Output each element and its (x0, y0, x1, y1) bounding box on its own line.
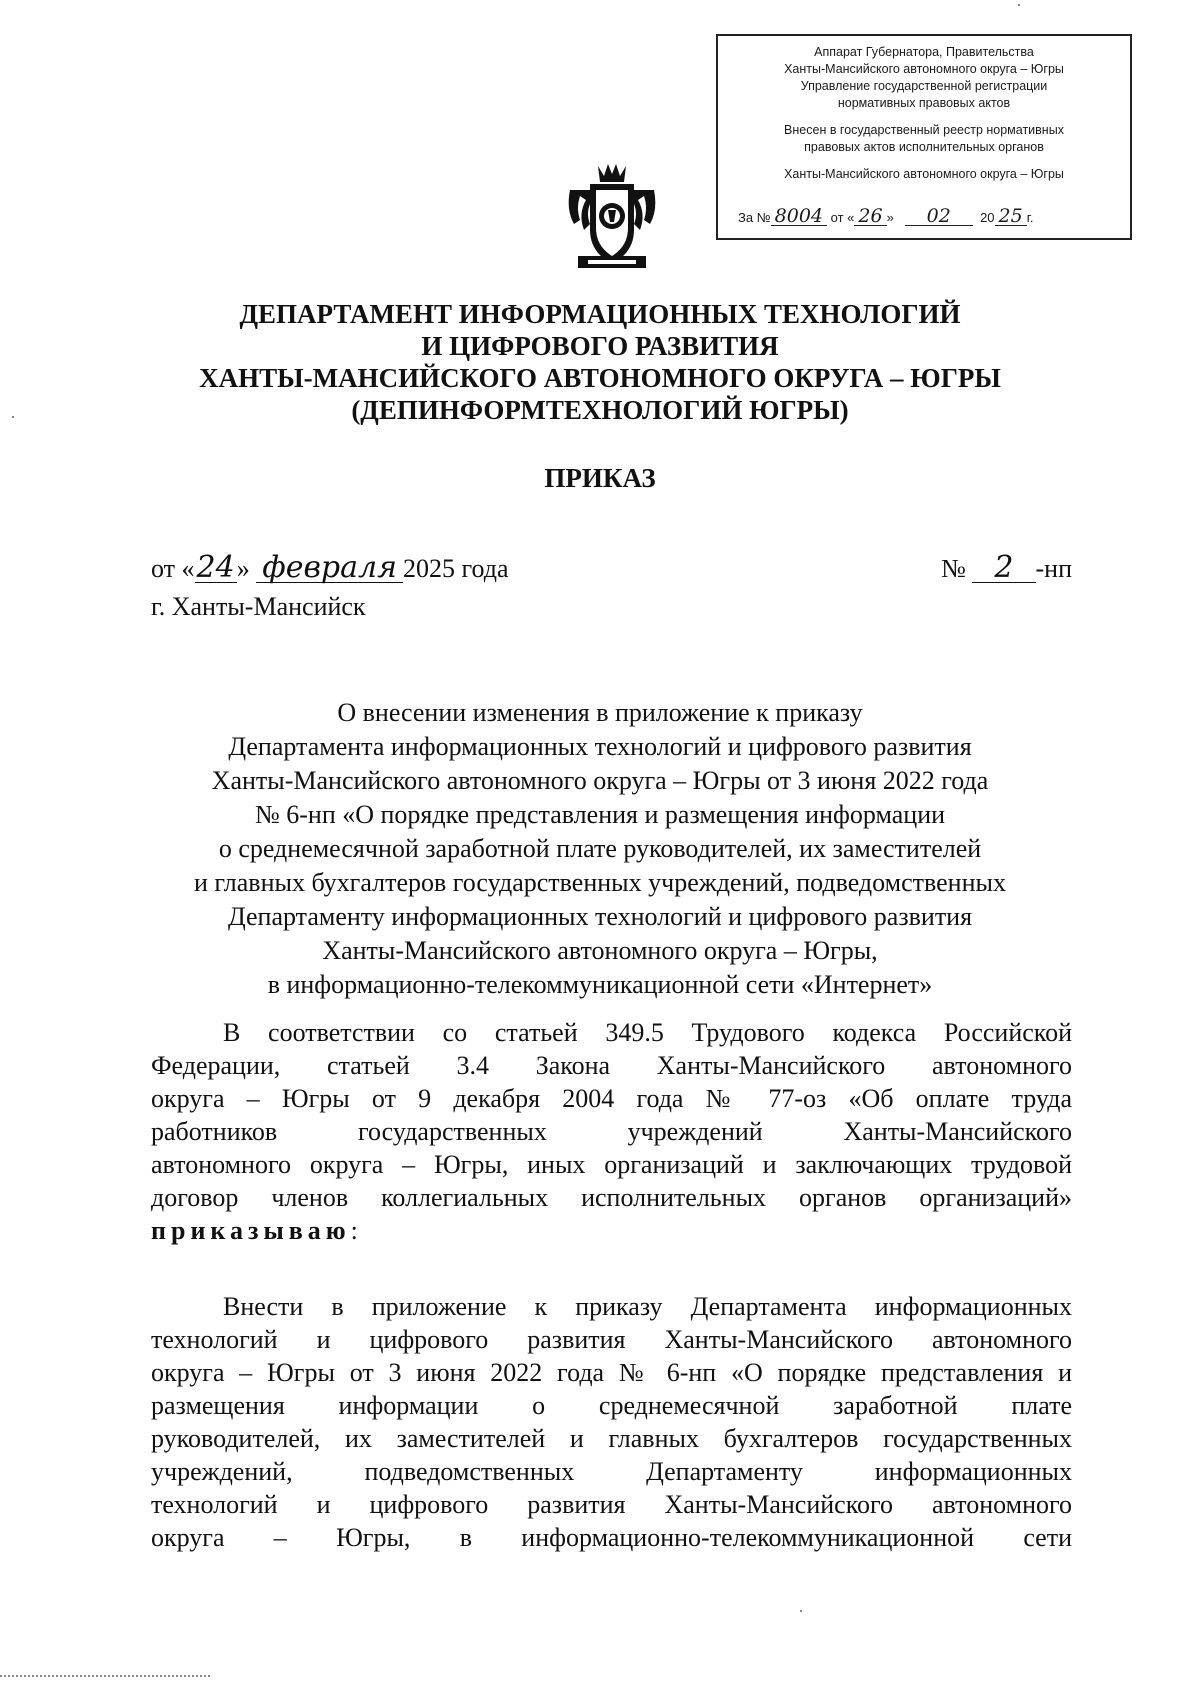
paragraph-line: руководителей, их заместителей и главных бухгалтеров государственных (151, 1424, 1072, 1453)
stamp-line: Аппарат Губернатора, Правительства (814, 45, 1034, 59)
paragraph-line: В соответствии со статьей 349.5 Трудового кодекса Российской (223, 1018, 1072, 1047)
stamp-reg-prefix: За № (738, 210, 771, 225)
stamp-line: Ханты-Мансийского автономного округа – Югры (784, 62, 1064, 76)
paragraph-line: технологий и цифрового развития Ханты-Мансийского автономного (151, 1490, 1072, 1519)
document-type-title: ПРИКАЗ (544, 463, 656, 493)
stamp-reg-from: от « (830, 210, 855, 225)
order-subject (120, 696, 1080, 1002)
stamp-line: Ханты-Мансийского автономного округа – Югры (784, 167, 1064, 181)
registration-stamp (716, 34, 1132, 240)
paragraph-line: Федерации, статьей 3.4 Закона Ханты-Мансийского автономного (151, 1051, 1072, 1080)
paragraph-line: технологий и цифрового развития Ханты-Мансийского автономного (151, 1325, 1072, 1354)
date-month: февраля (256, 554, 403, 583)
paragraph-line: размещения информации о среднемесячной заработной плате (151, 1391, 1072, 1420)
department-header (120, 298, 1080, 426)
scan-edge-mark (0, 1675, 210, 1679)
date-day: 24 (196, 550, 235, 585)
date-year: 2025 года (402, 554, 509, 583)
subject-line: Ханты-Мансийского автономного округа – Югры, (322, 936, 878, 965)
stamp-line: правовых актов исполнительных органов (804, 140, 1044, 154)
scan-speck (800, 1610, 802, 1612)
stamp-line: Внесен в государственный реестр нормативных (784, 123, 1064, 137)
body-paragraph-preamble (151, 1016, 1072, 1247)
subject-line: № 6-нп «О порядке представления и размещения информации (254, 800, 946, 829)
paragraph-line: округа – Югры от 9 декабря 2004 года № 77-оз «Об оплате труда (151, 1084, 1072, 1113)
date-day-close: » (236, 554, 250, 583)
paragraph-line: учреждений, подведомственных Департаменту информационных (151, 1457, 1072, 1486)
paragraph-line: работников государственных учреждений Ханты-Мансийского (151, 1117, 1072, 1146)
stamp-reg-month: 02 (905, 207, 973, 226)
body-paragraph-main (151, 1290, 1072, 1554)
paragraph-line: Внести в приложение к приказу Департамента информационных (223, 1292, 1072, 1321)
coat-of-arms-icon (564, 160, 660, 276)
stamp-registration-number: За № 8004 от « 26 » 02 20 25 г. (738, 205, 1034, 227)
subject-line: Департаменту информационных технологий и цифрового развития (227, 902, 973, 931)
stamp-reg-year-prefix: 20 (980, 210, 995, 225)
subject-line: в информационно-телекоммуникационной сети «Интернет» (267, 970, 933, 999)
subject-line: и главных бухгалтеров государственных учреждений, подведомственных (194, 868, 1006, 897)
scan-speck (1018, 4, 1020, 6)
stamp-reg-suffix: г. (1026, 210, 1034, 225)
stamp-reg-day: 26 (854, 207, 886, 226)
header-line: ХАНТЫ-МАНСИЙСКОГО АВТОНОМНОГО ОКРУГА – ЮГРЫ (199, 363, 1001, 393)
subject-line: о среднемесячной заработной плате руководителей, их заместителей (218, 834, 982, 863)
header-line: ДЕПАРТАМЕНТ ИНФОРМАЦИОННЫХ ТЕХНОЛОГИЙ (239, 299, 961, 329)
date-prefix: от « (151, 554, 195, 583)
subject-line: О внесении изменения в приложение к приказу (337, 698, 863, 727)
order-city: г. Ханты-Мансийск (151, 592, 366, 621)
stamp-reg-year: 25 (995, 207, 1027, 226)
subject-line: Департамента информационных технологий и цифрового развития (228, 732, 972, 761)
paragraph-line: автономного округа – Югры, иных организаций и заключающих трудовой (151, 1150, 1072, 1179)
paragraph-line: округа – Югры от 3 июня 2022 года № 6-нп «О порядке представления и (151, 1358, 1072, 1387)
paragraph-line: округа – Югры, в информационно-телекоммуникационной сети (151, 1523, 1072, 1552)
number-prefix: № (941, 554, 966, 583)
paragraph-line-order-word (151, 1214, 1072, 1247)
order-word-colon: : (350, 1216, 358, 1245)
number-suffix: -нп (1035, 554, 1072, 583)
scan-speck (12, 416, 14, 418)
stamp-line: Управление государственной регистрации (800, 79, 1048, 93)
order-number (941, 550, 1072, 585)
number-value: 2 (972, 554, 1035, 583)
paragraph-line: договор членов коллегиальных исполнительных органов организаций» (151, 1183, 1072, 1212)
order-date (151, 550, 509, 585)
header-line: (ДЕПИНФОРМТЕХНОЛОГИЙ ЮГРЫ) (351, 395, 849, 425)
order-word: приказываю (151, 1216, 351, 1245)
header-line: И ЦИФРОВОГО РАЗВИТИЯ (421, 331, 779, 361)
stamp-reg-number: 8004 (771, 207, 827, 226)
stamp-line: нормативных правовых актов (837, 96, 1011, 110)
subject-line: Ханты-Мансийского автономного округа – Югры от 3 июня 2022 года (211, 766, 989, 795)
